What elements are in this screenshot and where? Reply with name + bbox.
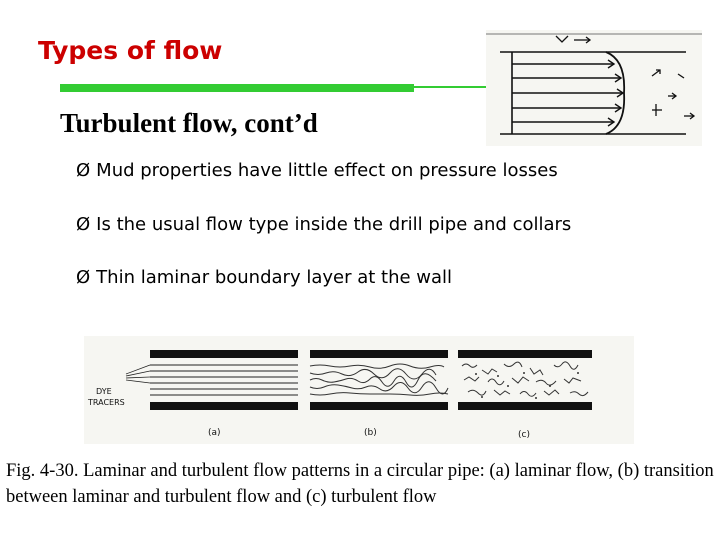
- dye-tracers-label: DYE: [96, 387, 112, 396]
- dye-tracers-label: TRACERS: [88, 398, 125, 407]
- bullet-text: Is the usual flow type inside the drill pipe and collars: [96, 214, 572, 235]
- flow-patterns-figure: [84, 336, 634, 444]
- bullet-arrow-icon: Ø: [76, 160, 91, 181]
- bullet-text: Mud properties have little effect on pressure losses: [96, 160, 558, 181]
- panel-label-b: (b): [364, 428, 377, 438]
- figure-caption: Fig. 4-30. Laminar and turbulent flow patterns in a circular pipe: (a) laminar flow, (b) transition between laminar and turbulent flow and (c) turbulent flow: [6, 461, 714, 507]
- bullet-text: Thin laminar boundary layer at the wall: [96, 267, 453, 288]
- panel-label-a: (a): [208, 428, 221, 438]
- slide-title: Types of flow: [38, 36, 223, 65]
- bullet-item: [76, 214, 571, 235]
- bullet-arrow-icon: Ø: [76, 267, 91, 288]
- bullet-arrow-icon: Ø: [76, 214, 91, 235]
- title-underline: [60, 84, 414, 92]
- slide-subtitle: Turbulent flow, cont’d: [60, 108, 318, 138]
- bullet-item: [76, 160, 558, 181]
- title-underline-extension: [414, 86, 488, 88]
- velocity-profile-figure: [486, 30, 702, 146]
- panel-label-c: (c): [518, 430, 530, 440]
- bullet-item: [76, 267, 452, 288]
